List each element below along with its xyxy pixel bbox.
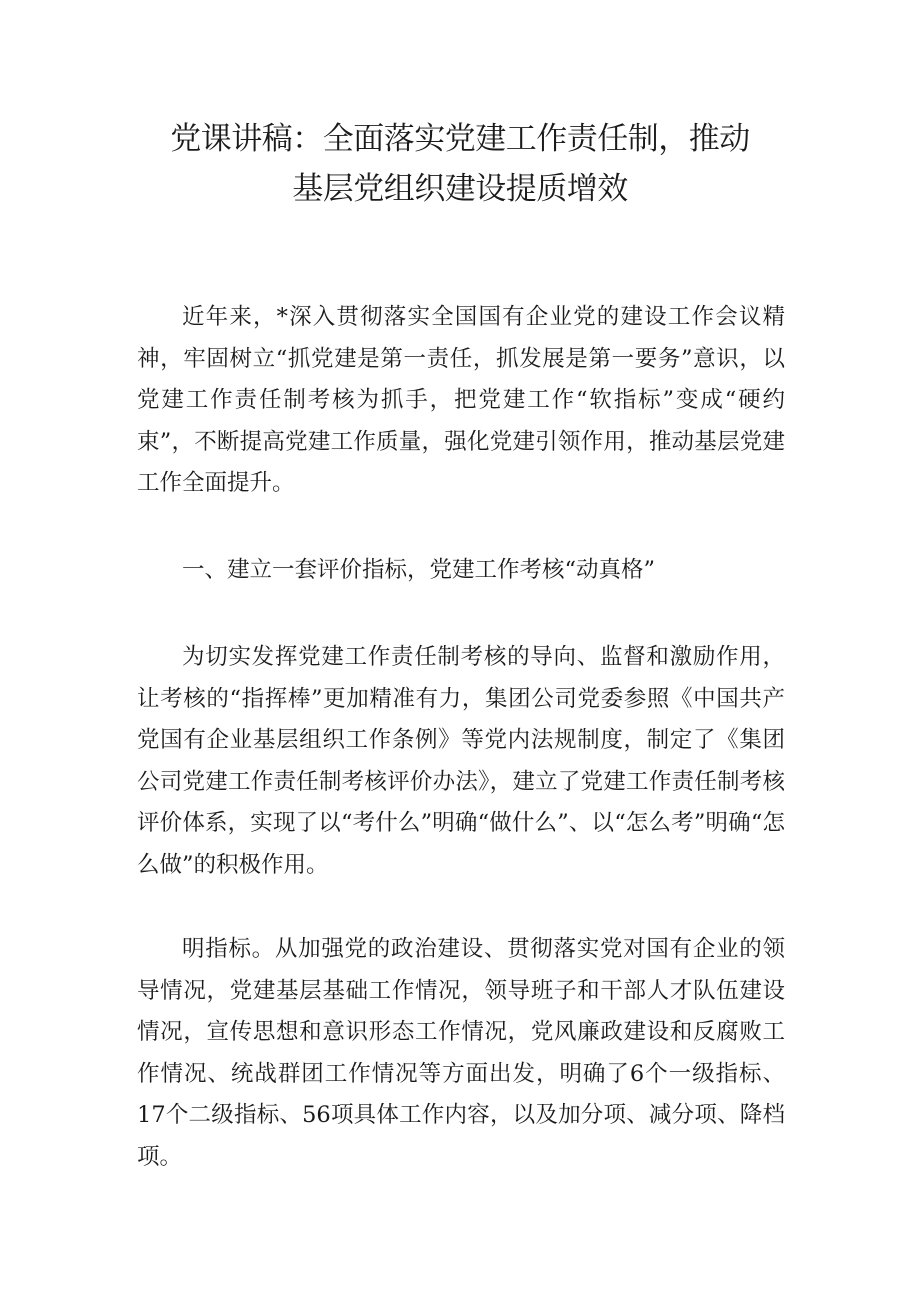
section-heading-1: 一、建立一套评价指标，党建工作考核“动真格”	[182, 557, 656, 583]
intro-paragraph: 近年来，*深入贯彻落实全国国有企业党的建设工作会议精神，牢固树立“抓党建是第一责任，抓发展是第一要务”意识，以党建工作责任制考核为抓手，把党建工作“软指标”变成“硬约束”，不断提高党建工作质量，强化党建引领作用，推动基层党建工作全面提升。	[137, 304, 785, 496]
section-paragraph-1: 为切实发挥党建工作责任制考核的导向、监督和激励作用，让考核的“指挥棒”更加精准有力，集团公司党委参照《中国共产党国有企业基层组织工作条例》等党内法规制度，制定了《集团公司党建工作责任制考核评价办法》，建立了党建工作责任制考核评价体系，实现了以“考什么”明确“做什么”、以“怎么考”明确“怎么做”的积极作用。	[137, 644, 785, 878]
title-line-2: 基层党组织建设提质增效	[292, 171, 628, 207]
title-line-1: 党课讲稿：全面落实党建工作责任制，推动	[170, 121, 750, 157]
indicator-paragraph: 明指标。从加强党的政治建设、贯彻落实党对国有企业的领导情况，党建基层基础工作情况，领导班子和干部人才队伍建设情况，宣传思想和意识形态工作情况，党风廉政建设和反腐败工作情况、统战群团工作情况等方面出发，明确了6个一级指标、17个二级指标、56项具体工作内容，以及加分项、减分项、降档项。	[137, 936, 785, 1170]
document-title	[100, 114, 820, 214]
